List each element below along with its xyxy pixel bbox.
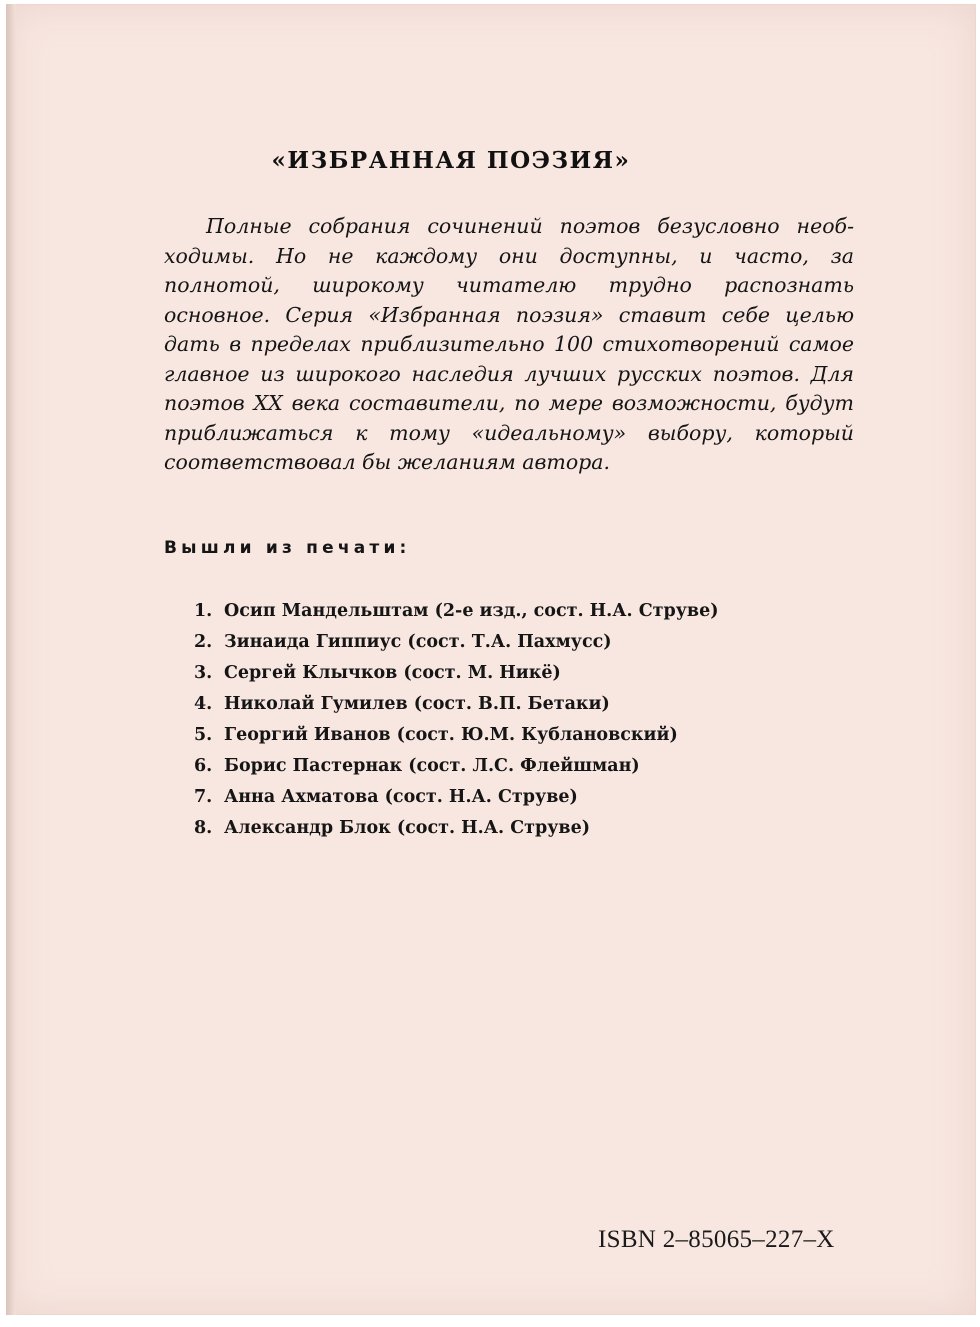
published-books-list — [194, 596, 719, 844]
book-item — [194, 658, 719, 689]
book-item — [194, 751, 719, 782]
series-title: «ИЗБРАННАЯ ПОЭЗИЯ» — [271, 147, 631, 174]
book-item — [194, 813, 719, 844]
book-number: 5. — [194, 725, 213, 745]
book-back-cover — [6, 4, 976, 1315]
book-title: Сергей Клычков (сост. М. Никё) — [224, 663, 561, 683]
published-heading: Вышли из печати: — [164, 538, 411, 558]
page-edge-shadow — [6, 4, 16, 1315]
book-number: 8. — [194, 818, 213, 838]
book-title: Георгий Иванов (сост. Ю.М. Кублановский) — [224, 725, 678, 745]
book-item — [194, 627, 719, 658]
book-title: Анна Ахматова (сост. Н.А. Струве) — [224, 787, 578, 807]
isbn-number: ISBN 2–85065–227–X — [598, 1226, 835, 1253]
book-title: Осип Мандельштам (2-е изд., сост. Н.А. Струве) — [224, 601, 719, 621]
book-title: Борис Пастернак (сост. Л.С. Флейшман) — [224, 756, 640, 776]
book-title: Зинаида Гиппиус (сост. Т.А. Пахмусс) — [224, 632, 612, 652]
book-item — [194, 689, 719, 720]
book-item — [194, 782, 719, 813]
book-number: 7. — [194, 787, 213, 807]
book-number: 4. — [194, 694, 213, 714]
book-number: 2. — [194, 632, 213, 652]
series-description: Полные собрания сочинений поэтов безусловно необходимы. Но не каждому они доступны, и часто, за полнотой, широкому читателю трудно распознать основное. Серия «Избранная поэзия» ставит себе целью дать в пределах приблизительно 100 стихотворений самое главное из широкого наследия лучших русских поэтов. Для поэтов XX века составители, по мере возможности, будут приближаться к тому «идеальному» выбору, который соответствовал бы желаниям автора. — [164, 214, 854, 474]
book-number: 6. — [194, 756, 213, 776]
book-item — [194, 596, 719, 627]
book-title: Николай Гумилев (сост. В.П. Бетаки) — [224, 694, 610, 714]
book-number: 1. — [194, 601, 213, 621]
book-item — [194, 720, 719, 751]
book-number: 3. — [194, 663, 213, 683]
book-title: Александр Блок (сост. Н.А. Струве) — [224, 818, 590, 838]
